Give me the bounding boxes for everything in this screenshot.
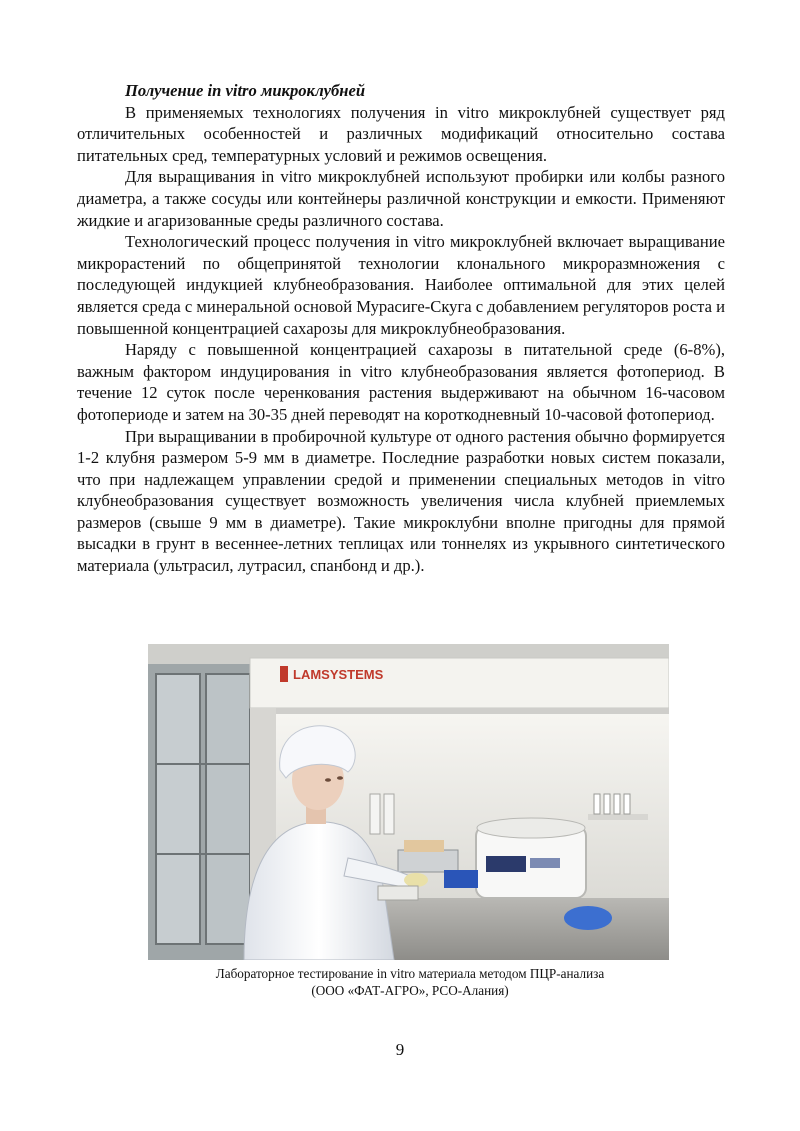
caption-line-1: Лабораторное тестирование in vitro материала методом ПЦР-анализа — [215, 966, 605, 981]
paragraph-4: Наряду с повышенной концентрацией сахарозы в питательной среде (6-8%), важным фактором индуцирования in vitro клубнеобразования является фотопериод. В течение 12 суток после черенкования растения выдерживают на обычном 16-часовом фотопериоде и затем на 30-35 дней переводят на короткодневный 10-часовой фотопериод. — [77, 340, 725, 424]
brand-logo-text: LAMSYSTEMS — [293, 667, 384, 682]
paragraph-3: Технологический процесс получения in vitro микроклубней включает выращивание микрорастений по общепринятой технологии клонального микроразмножения с последующей индукцией клубнеобразования. Наиболее оптимальной для этих целей является среда с минеральной основой Мурасиге-Скуга с добавлением регуляторов роста и повышенной концентрацией сахарозы для микроклубнеобразования. — [77, 232, 725, 338]
caption-line-2: (ООО «ФАТ-АГРО», РСО-Алания) — [311, 983, 509, 998]
paragraph-1: В применяемых технологиях получения in vitro микроклубней существует ряд отличительных особенностей и различных модификаций относительно состава питательных сред, температурных условий и режимов освещения. — [77, 102, 725, 165]
body-text — [77, 80, 725, 577]
lab-photo — [148, 644, 669, 960]
paragraph-5: При выращивании в пробирочной культуре от одного растения обычно формируется 1-2 клубня размером 5-9 мм в диаметре. Последние разработки новых систем показали, что при надлежащем управлении средой и применении специальных методов in vitro клубнеобразования существует возможность увеличения числа клубней приемлемых размеров (свыше 9 мм в диаметре). Такие микроклубни вполне пригодны для прямой высадки в грунт в весеннее-летних теплицах или тоннелях из укрывного синтетического материала (ультрасил, лутрасил, спанбонд и др.). — [77, 426, 725, 576]
figure-caption — [150, 965, 670, 999]
paragraph-2: Для выращивания in vitro микроклубней используют пробирки или колбы разного диаметра, а также сосуды или контейнеры различной конструкции и емкости. Применяют жидкие и агаризованные среды различного состава. — [77, 167, 725, 230]
section-heading: Получение in vitro микроклубней — [125, 81, 366, 100]
page-number: 9 — [395, 1040, 405, 1059]
lab-photo-illustration — [148, 644, 669, 960]
